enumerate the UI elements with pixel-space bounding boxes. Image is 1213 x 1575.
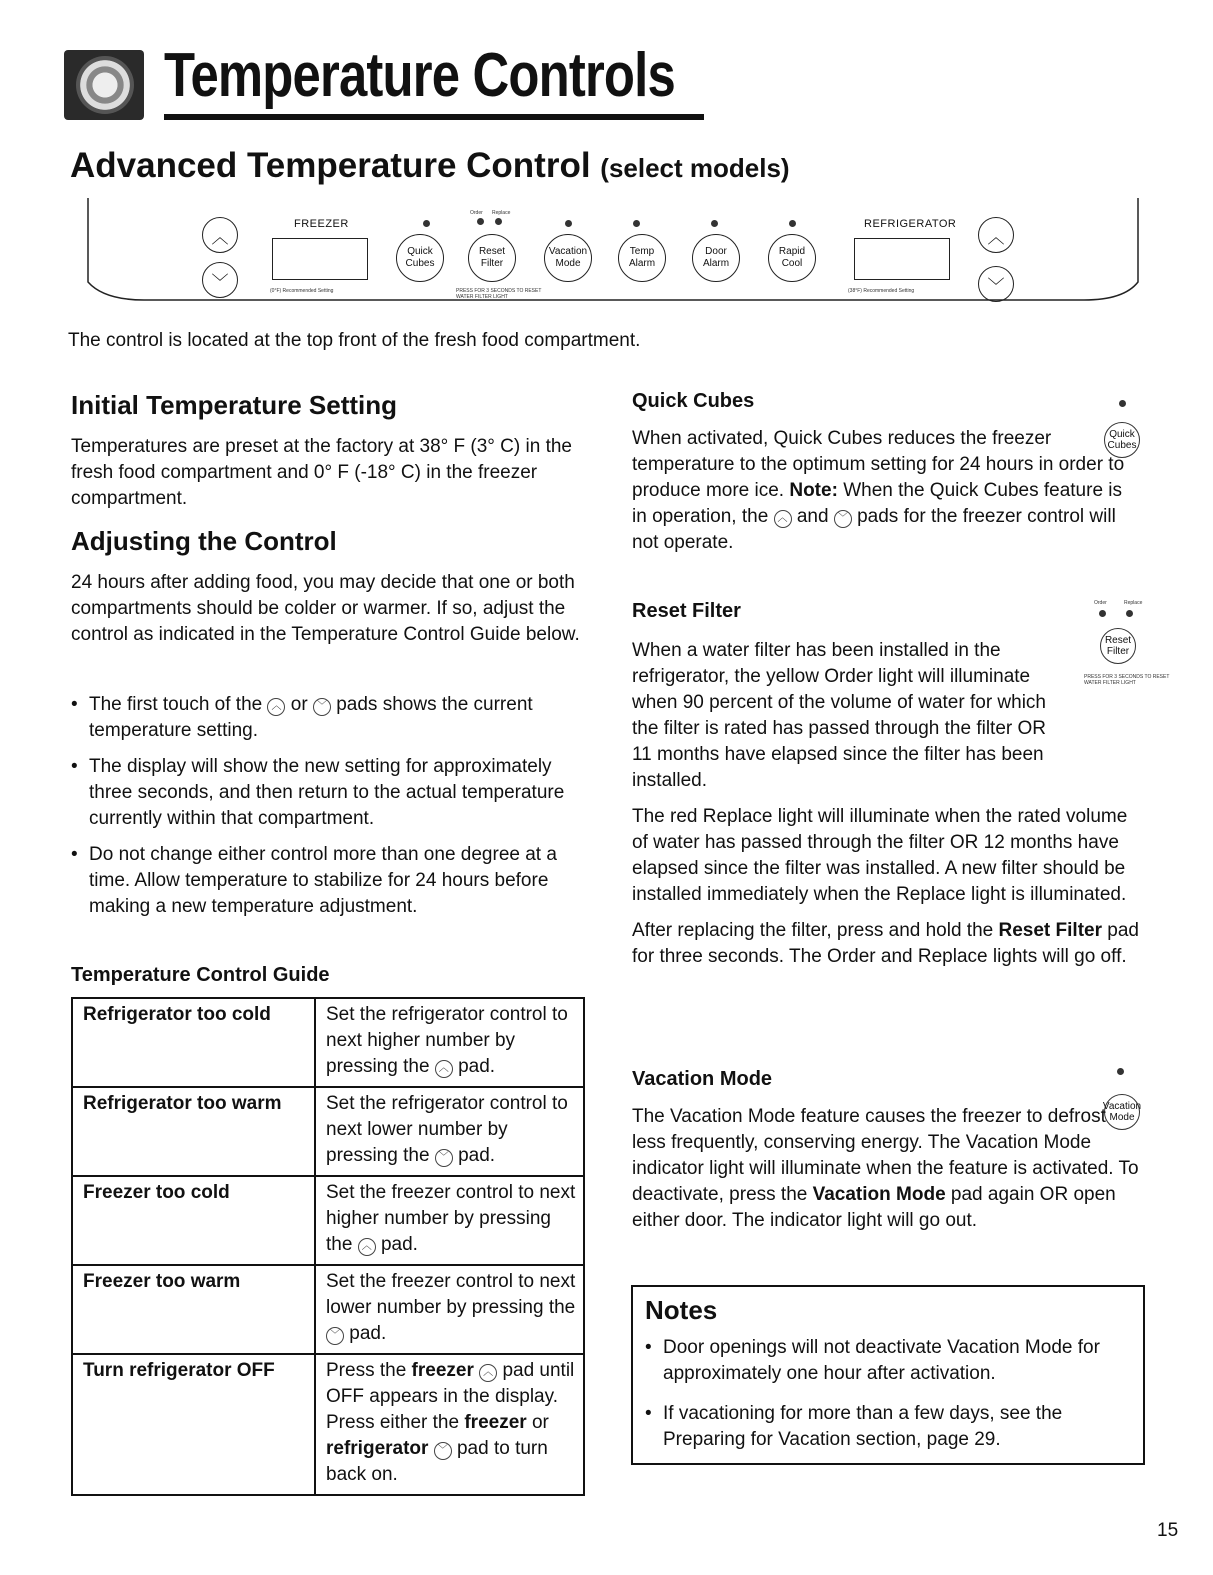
quick-cubes-button[interactable]: Quick Cubes	[1104, 422, 1140, 458]
guide-condition: Freezer too cold	[72, 1176, 315, 1265]
chevron-up-icon: ︿	[358, 1238, 376, 1256]
press-hold-note: PRESS FOR 3 SECONDS TO RESET WATER FILTER LIGHT	[1084, 674, 1170, 686]
chevron-up-icon: ︿	[479, 1364, 497, 1382]
table-row	[72, 1087, 584, 1176]
quick-cubes-button[interactable]: Quick Cubes	[396, 234, 444, 282]
guide-condition: Freezer too warm	[72, 1265, 315, 1354]
guide-condition: Refrigerator too warm	[72, 1087, 315, 1176]
guide-condition: Refrigerator too cold	[72, 998, 315, 1087]
replace-indicator	[1126, 610, 1133, 617]
guide-action: Set the freezer control to next lower number by pressing the ﹀ pad.	[315, 1265, 584, 1354]
reset-filter-button[interactable]: Reset Filter	[1100, 628, 1136, 664]
freezer-up-pad[interactable]	[202, 217, 238, 253]
reset-filter-p2: The red Replace light will illuminate when the rated volume of water has passed through the filter OR 12 months have elapsed since the filter was installed. A new filter should be installed immediately when the Replace light is illuminated.	[632, 806, 1128, 905]
refrigerator-label: REFRIGERATOR	[864, 218, 957, 230]
guide-action: Set the refrigerator control to next higher number by pressing the ︿ pad.	[315, 998, 584, 1087]
chevron-up-icon: ︿	[211, 227, 229, 247]
chevron-down-icon: ﹀	[211, 272, 229, 292]
freezer-display	[272, 238, 368, 280]
rapid-cool-indicator	[789, 220, 796, 227]
reset-filter-heading: Reset Filter	[632, 600, 741, 622]
refrigerator-recommended-note: (38°F) Recommended Setting	[848, 288, 915, 294]
page-title: Temperature Controls	[164, 41, 675, 110]
table-row	[72, 1354, 584, 1495]
order-indicator	[1099, 610, 1106, 617]
list-item: • If vacationing for more than a few days, see the Preparing for Vacation section, page 29.	[645, 1401, 1135, 1453]
replace-light-label: Replace	[492, 210, 511, 216]
order-indicator	[477, 218, 484, 225]
adjusting-bullets	[71, 692, 591, 930]
page-header	[64, 41, 675, 124]
section-title	[70, 146, 790, 186]
door-alarm-indicator	[711, 220, 718, 227]
vacation-mode-button[interactable]: Vacation Mode	[544, 234, 592, 282]
chevron-down-icon: ﹀	[434, 1442, 452, 1460]
chevron-down-icon: ﹀	[834, 510, 852, 528]
page-number: 15	[1157, 1520, 1179, 1541]
press-hold-note: PRESS FOR 3 SECONDS TO RESET WATER FILTER LIGHT	[456, 288, 542, 300]
chevron-up-icon: ︿	[774, 510, 792, 528]
section-subtitle: (select models)	[600, 153, 790, 183]
order-light-label: Order	[1094, 600, 1107, 606]
chevron-down-icon: ﹀	[987, 276, 1005, 296]
panel-caption: The control is located at the top front of the fresh food compartment.	[68, 330, 641, 351]
freezer-label: FREEZER	[294, 218, 349, 230]
notes-list	[645, 1335, 1135, 1467]
quick-cubes-indicator	[423, 220, 430, 227]
chevron-down-icon: ﹀	[435, 1149, 453, 1167]
vacation-indicator	[1117, 1068, 1124, 1075]
vacation-indicator	[565, 220, 572, 227]
adjusting-heading: Adjusting the Control	[71, 526, 337, 556]
reset-filter-p1: When a water filter has been installed in the refrigerator, the yellow Order light will illuminate when 90 percent of the volume of water for which the filter is rated has passed through the filter OR 11 months have elapsed since the filter has been installed.	[632, 640, 1047, 791]
chevron-down-icon: ﹀	[313, 698, 331, 716]
reset-filter-text	[632, 638, 1142, 970]
title-underline	[164, 114, 704, 120]
chevron-up-icon: ︿	[267, 698, 285, 716]
quick-cubes-heading: Quick Cubes	[632, 390, 755, 412]
refrigerator-down-pad[interactable]	[978, 266, 1014, 302]
replace-light-label: Replace	[1124, 600, 1143, 606]
adjusting-intro: 24 hours after adding food, you may decide that one or both compartments should be colder or warmer. If so, adjust the control as indicated in the Temperature Control Guide below.	[71, 572, 580, 645]
reset-filter-button[interactable]: Reset Filter	[468, 234, 516, 282]
list-item: • Door openings will not deactivate Vacation Mode for approximately one hour after activation.	[645, 1335, 1135, 1387]
reset-filter-p3: After replacing the filter, press and hold the Reset Filter pad for three seconds. The Order and Replace lights will go off.	[632, 920, 1139, 967]
guide-condition: Turn refrigerator OFF	[72, 1354, 315, 1495]
freezer-down-pad[interactable]	[202, 262, 238, 298]
order-light-label: Order	[470, 210, 483, 216]
guide-heading: Temperature Control Guide	[71, 964, 330, 986]
bullet-one-degree: • Do not change either control more than one degree at a time. Allow temperature to stabilize for 24 hours before making a new temperature adjustment.	[71, 842, 591, 920]
quick-cubes-text: When activated, Quick Cubes reduces the freezer temperature to the optimum setting for 24 hours in order to produce more ice. Note: When the Quick Cubes feature is in operation, the ︿ and ﹀ pads for the freezer control will not operate.	[632, 428, 1125, 553]
temp-alarm-indicator	[633, 220, 640, 227]
refrigerator-up-pad[interactable]	[978, 217, 1014, 253]
dial-logo-icon	[64, 50, 144, 120]
initial-setting-heading: Initial Temperature Setting	[71, 390, 398, 420]
chevron-up-icon: ︿	[987, 227, 1005, 247]
notes-box	[631, 1285, 1145, 1465]
vacation-mode-heading: Vacation Mode	[632, 1068, 773, 1090]
notes-heading: Notes	[645, 1295, 718, 1325]
door-alarm-button[interactable]: Door Alarm	[692, 234, 740, 282]
temperature-control-guide	[71, 997, 585, 1496]
guide-action: Set the freezer control to next higher number by pressing the ︿ pad.	[315, 1176, 584, 1265]
section-title-text: Advanced Temperature Control	[70, 146, 591, 185]
guide-action: Press the freezer ︿ pad until OFF appears in the display. Press either the freezer or refrigerator ﹀ pad to turn back on.	[315, 1354, 584, 1495]
refrigerator-display	[854, 238, 950, 280]
quick-cubes-indicator	[1119, 400, 1126, 407]
temp-alarm-button[interactable]: Temp Alarm	[618, 234, 666, 282]
replace-indicator	[495, 218, 502, 225]
bullet-first-touch: • The first touch of the ︿ or ﹀ pads shows the current temperature setting.	[71, 692, 591, 744]
vacation-mode-text: The Vacation Mode feature causes the freezer to defrost less frequently, conserving energy. The Vacation Mode indicator light will illuminate when the feature is activated. To deactivate, press the Vacation Mode pad again OR open either door. The indicator light will go out.	[632, 1106, 1139, 1231]
guide-action: Set the refrigerator control to next lower number by pressing the ﹀ pad.	[315, 1087, 584, 1176]
chevron-up-icon: ︿	[435, 1060, 453, 1078]
bullet-display: • The display will show the new setting for approximately three seconds, and then return to the actual temperature currently within that compartment.	[71, 754, 591, 832]
chevron-down-icon: ﹀	[326, 1327, 344, 1345]
freezer-recommended-note: (0°F) Recommended Setting	[270, 288, 334, 294]
table-row	[72, 998, 584, 1087]
initial-setting-text: Temperatures are preset at the factory at 38° F (3° C) in the fresh food compartment and 0° F (-18° C) in the freezer compartment.	[71, 436, 572, 509]
table-row	[72, 1265, 584, 1354]
rapid-cool-button[interactable]: Rapid Cool	[768, 234, 816, 282]
control-panel-illustration	[84, 196, 1142, 306]
table-row	[72, 1176, 584, 1265]
vacation-mode-button[interactable]: Vacation Mode	[1104, 1094, 1140, 1130]
